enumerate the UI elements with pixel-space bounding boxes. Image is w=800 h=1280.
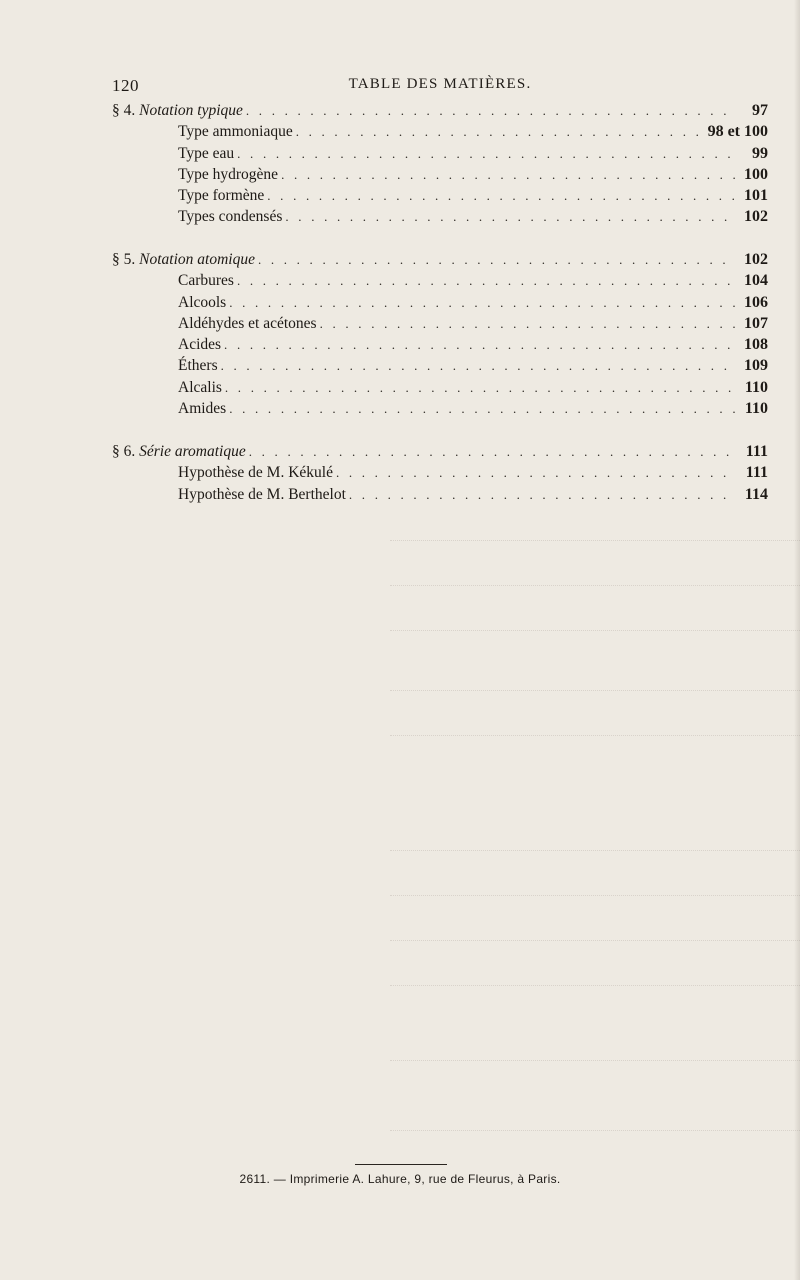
printer-imprint: 2611. — Imprimerie A. Lahure, 9, rue de Fleurus, à Paris.: [239, 1172, 561, 1186]
toc-entry: [112, 145, 768, 166]
toc-section-5: [112, 251, 768, 421]
dot-leader: [237, 273, 736, 289]
toc-section-heading: [112, 102, 768, 123]
toc-entry-label: Type formène: [178, 187, 265, 205]
toc-entry: [112, 357, 768, 378]
page-ref: 111: [745, 464, 768, 482]
toc-section-6: [112, 443, 768, 507]
page-ref: 107: [744, 314, 768, 332]
dot-leader: [281, 167, 736, 183]
toc-entry: [112, 486, 768, 507]
toc-entry: [112, 166, 768, 187]
toc-section-label: [112, 251, 258, 269]
dot-leader: [336, 465, 736, 481]
footer-rule: [355, 1164, 447, 1165]
page-ref: 102: [744, 251, 768, 268]
show-through-line: [390, 1060, 800, 1062]
toc-entry: [112, 464, 768, 485]
section-number: § 5.: [112, 251, 136, 268]
show-through-line: [390, 735, 800, 737]
toc-entry-label: Hypothèse de M. Kékulé: [178, 464, 333, 482]
toc-entry-label: Types condensés: [178, 208, 283, 226]
dot-leader: [229, 401, 736, 417]
toc-entry: [112, 294, 768, 315]
dot-leader: [349, 487, 736, 503]
page-number: 120: [112, 76, 139, 95]
section-number: § 6.: [112, 443, 136, 460]
show-through-line: [390, 540, 800, 542]
dot-leader: [267, 188, 736, 204]
page-ref: 106: [744, 293, 768, 311]
page-ref: 100: [744, 165, 768, 183]
dot-leader: [285, 209, 736, 225]
page-ref: 101: [744, 187, 768, 205]
toc-entry-label: Type hydrogène: [178, 165, 279, 183]
toc-entry-label: Type eau: [178, 144, 235, 162]
toc-entry-label: Carbures: [178, 272, 234, 290]
toc-section-4: [112, 102, 768, 230]
dot-leader: [225, 380, 736, 396]
toc-entry: [112, 379, 768, 400]
page-ref: 110: [744, 378, 768, 396]
section-title: Série aromatique: [139, 443, 246, 460]
dot-leader: [246, 103, 736, 119]
toc-section-label: [112, 102, 246, 120]
section-title: Notation typique: [139, 102, 243, 119]
dot-leader: [258, 252, 736, 268]
toc-entry-label: Éthers: [178, 357, 218, 375]
toc-entry-label: Alcools: [178, 293, 227, 311]
show-through-line: [390, 985, 800, 987]
toc-entry: [112, 336, 768, 357]
toc-entry-label: Amides: [178, 400, 227, 418]
page-ref: 111: [745, 443, 768, 460]
toc-entry-label: Type ammoniaque: [178, 123, 293, 141]
section-title: Notation atomique: [139, 251, 255, 268]
show-through-line: [390, 850, 800, 852]
toc-entry: [112, 123, 768, 144]
toc-entry: [112, 208, 768, 229]
page-title: TABLE DES MATIÈRES.: [348, 76, 532, 92]
toc-entry: [112, 272, 768, 293]
page-ref: 102: [744, 208, 768, 226]
page-ref: 97: [752, 102, 768, 119]
page-ref: 109: [744, 357, 768, 375]
page-ref: 114: [744, 485, 768, 503]
toc-entry-label: Acides: [178, 336, 222, 354]
page-ref: 104: [744, 272, 768, 290]
dot-leader: [224, 337, 736, 353]
toc-section-heading: [112, 443, 768, 464]
show-through-line: [390, 690, 800, 692]
dot-leader: [229, 295, 736, 311]
dot-leader: [296, 124, 704, 140]
toc-entry: [112, 400, 768, 421]
dot-leader: [221, 358, 736, 374]
show-through-line: [390, 585, 800, 587]
page-ref: 110: [744, 400, 768, 418]
page-ref: 98 et 100: [707, 123, 768, 141]
toc-entry-label: Aldéhydes et acétones: [178, 314, 317, 332]
page-edge-shadow: [794, 0, 800, 1280]
toc-entry-label: Hypothèse de M. Berthelot: [178, 485, 346, 503]
show-through-line: [390, 1130, 800, 1132]
running-head: [112, 76, 768, 98]
toc-entry: [112, 187, 768, 208]
dot-leader: [249, 444, 736, 460]
show-through-line: [390, 940, 800, 942]
show-through-line: [390, 630, 800, 632]
toc-entry: [112, 315, 768, 336]
section-number: § 4.: [112, 102, 136, 119]
page-ref: 108: [744, 336, 768, 354]
page-ref: 99: [752, 144, 768, 162]
toc-section-heading: [112, 251, 768, 272]
dot-leader: [320, 316, 736, 332]
toc-entry-label: Alcalis: [178, 378, 222, 396]
dot-leader: [237, 146, 736, 162]
toc-section-label: [112, 443, 249, 461]
show-through-line: [390, 895, 800, 897]
